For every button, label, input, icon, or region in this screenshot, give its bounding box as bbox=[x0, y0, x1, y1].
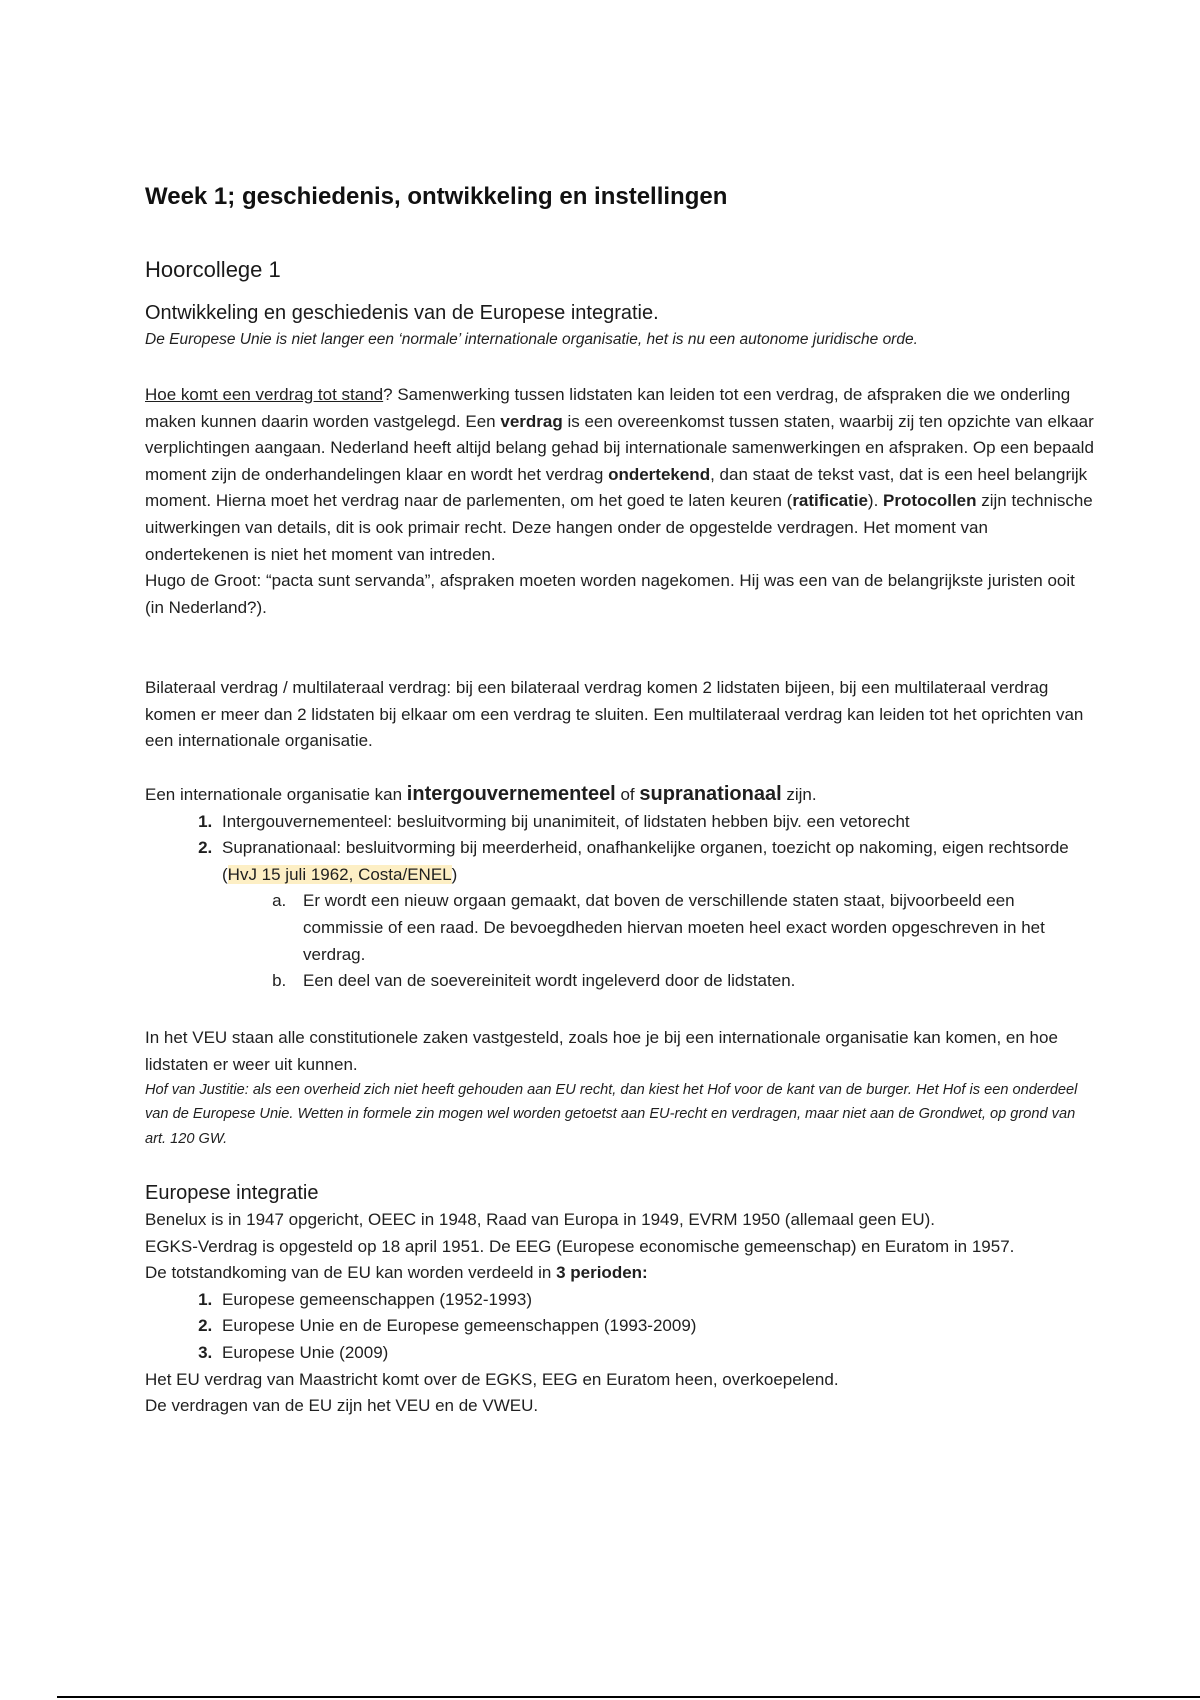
term-supranationaal: supranationaal bbox=[639, 783, 782, 805]
text-line: De verdragen van de EU zijn het VEU en de VWEU. bbox=[145, 1396, 539, 1416]
text-run: of bbox=[615, 785, 640, 804]
term-ondertekend: ondertekend bbox=[608, 464, 711, 484]
text-run: zijn. bbox=[781, 785, 817, 804]
question-underlined: Hoe komt een verdrag tot stand bbox=[145, 385, 384, 404]
veu-text: In het VEU staan alle constitutionele zaken vastgesteld, zoals hoe je bij een internationale organisatie kan komen, en hoe lidstaten er weer uit kunnen. bbox=[145, 1028, 1058, 1074]
list-item-text: Europese gemeenschappen (1952-1993) bbox=[222, 1289, 533, 1309]
text-run: ). bbox=[867, 491, 884, 511]
bilateraal-paragraph: Bilateraal verdrag / multilateraal verdrag: bij een bilateraal verdrag komen 2 lidstaten bijeen, bij een multilateraal verdrag komen er meer dan 2 lidstaten bij elkaar om een verdrag te sluiten. Een multilateraal verdrag kan leiden tot het oprichten van een internationale organisatie. bbox=[145, 678, 1084, 751]
page-bottom-rule bbox=[57, 1696, 1200, 1698]
supranationaal-sublist bbox=[222, 888, 1095, 994]
list-item bbox=[291, 888, 1095, 968]
verdrag-paragraph bbox=[145, 382, 1095, 621]
organisatie-type-list bbox=[145, 809, 1095, 995]
list-item-text: Intergouvernementeel: besluitvorming bij unanimiteit, of lidstaten hebben bijv. een vetorecht bbox=[222, 811, 910, 831]
text-line: Benelux is in 1947 opgericht, OEEC in 1948, Raad van Europa in 1949, EVRM 1950 (allemaal geen EU). bbox=[145, 1210, 936, 1229]
text-run: De totstandkoming van de EU kan worden verdeeld in bbox=[145, 1263, 557, 1283]
hof-van-justitie-note: Hof van Justitie: als een overheid zich niet heeft gehouden aan EU recht, dan kiest het Hof voor de kant van de burger. Het Hof is een onderdeel van de Europese Unie. Wetten in formele zin mogen wel worden getoetst aan EU-recht en verdragen, maar niet aan de Grondwet, op grond van art. 120 GW. bbox=[145, 1082, 1078, 1147]
intro-italic-paragraph: De Europese Unie is niet langer een ‘normale’ internationale organisatie, het is nu een autonome juridische orde. bbox=[145, 331, 918, 348]
text-run: Een internationale organisatie kan bbox=[145, 785, 407, 804]
hugo-de-groot-line: Hugo de Groot: “pacta sunt servanda”, afspraken moeten worden nagekomen. Hij was een van de belangrijkste juristen ooit (in Nederland?). bbox=[145, 571, 1075, 617]
text-line: Het EU verdrag van Maastricht komt over de EGKS, EEG en Euratom heen, overkoepelend. bbox=[145, 1369, 839, 1389]
europese-integratie-block bbox=[145, 1207, 1095, 1420]
list-item bbox=[217, 835, 1095, 995]
text-run: ? Samenwerking tussen lidstaten kan leiden tot een verdrag, de afspraken die we onderling maken kunnen daarin worden vastgelegd. Een bbox=[145, 385, 1071, 431]
list-item bbox=[217, 1340, 1095, 1367]
list-item bbox=[217, 1313, 1095, 1340]
text-run: is een overeenkomst tussen staten, waarbij zij ten opzichte van elkaar verplichtingen aangaan. Nederland heeft altijd belang gehad bij internationale samenwerkingen en afspraken. Op een bepaald moment zijn de onderhandelingen klaar en wordt het verdrag bbox=[145, 411, 1094, 484]
list-item bbox=[217, 809, 1095, 836]
list-item-text: Supranationaal: besluitvorming bij meerderheid, onafhankelijke organen, toezicht op nakoming, eigen rechtsorde ( bbox=[222, 838, 1069, 884]
list-item-text: ) bbox=[451, 864, 458, 884]
list-item bbox=[217, 1287, 1095, 1314]
case-highlight: HvJ 15 juli 1962, Costa/ENEL bbox=[227, 864, 452, 884]
list-item bbox=[291, 968, 1095, 995]
term-protocollen: Protocollen bbox=[883, 491, 977, 511]
perioden-list bbox=[145, 1287, 1095, 1367]
term-3-perioden: 3 perioden: bbox=[556, 1263, 648, 1283]
term-ratificatie: ratificatie bbox=[792, 491, 868, 511]
section-heading-europese-integratie: Europese integratie bbox=[145, 1182, 319, 1204]
list-item-text: Europese Unie en de Europese gemeenschappen (1993-2009) bbox=[222, 1316, 697, 1336]
term-verdrag: verdrag bbox=[500, 411, 563, 431]
page-title: Week 1; geschiedenis, ontwikkeling en instellingen bbox=[145, 183, 728, 210]
text-line bbox=[145, 1260, 1095, 1287]
list-item-text: Er wordt een nieuw orgaan gemaakt, dat boven de verschillende staten staat, bijvoorbeeld een commissie of een raad. De bevoegdheden hiervan moeten heel exact worden opgeschreven in het verdrag. bbox=[303, 891, 1045, 964]
lecture-heading: Hoorcollege 1 bbox=[145, 257, 281, 282]
text-line: EGKS-Verdrag is opgesteld op 18 april 1951. De EEG (Europese economische gemeenschap) en Euratom in 1957. bbox=[145, 1236, 1015, 1256]
organisatie-paragraph bbox=[145, 781, 1095, 995]
section-heading-ontwikkeling: Ontwikkeling en geschiedenis van de Europese integratie. bbox=[145, 302, 659, 324]
term-intergouvernementeel: intergouvernementeel bbox=[406, 783, 616, 805]
text-run: , dan staat de tekst vast, dat is een heel belangrijk moment. Hierna moet het verdrag naar de parlementen, om het goed te laten keuren ( bbox=[145, 464, 1088, 511]
list-item-text: Een deel van de soevereiniteit wordt ingeleverd door de lidstaten. bbox=[303, 971, 796, 991]
veu-paragraph bbox=[145, 1025, 1095, 1151]
text-run: zijn technische uitwerkingen van details, dit is ook primair recht. Deze hangen onder de opgestelde verdragen. Het moment van ondertekenen is niet het moment van intreden. bbox=[145, 491, 1093, 564]
list-item-text: Europese Unie (2009) bbox=[222, 1342, 389, 1362]
